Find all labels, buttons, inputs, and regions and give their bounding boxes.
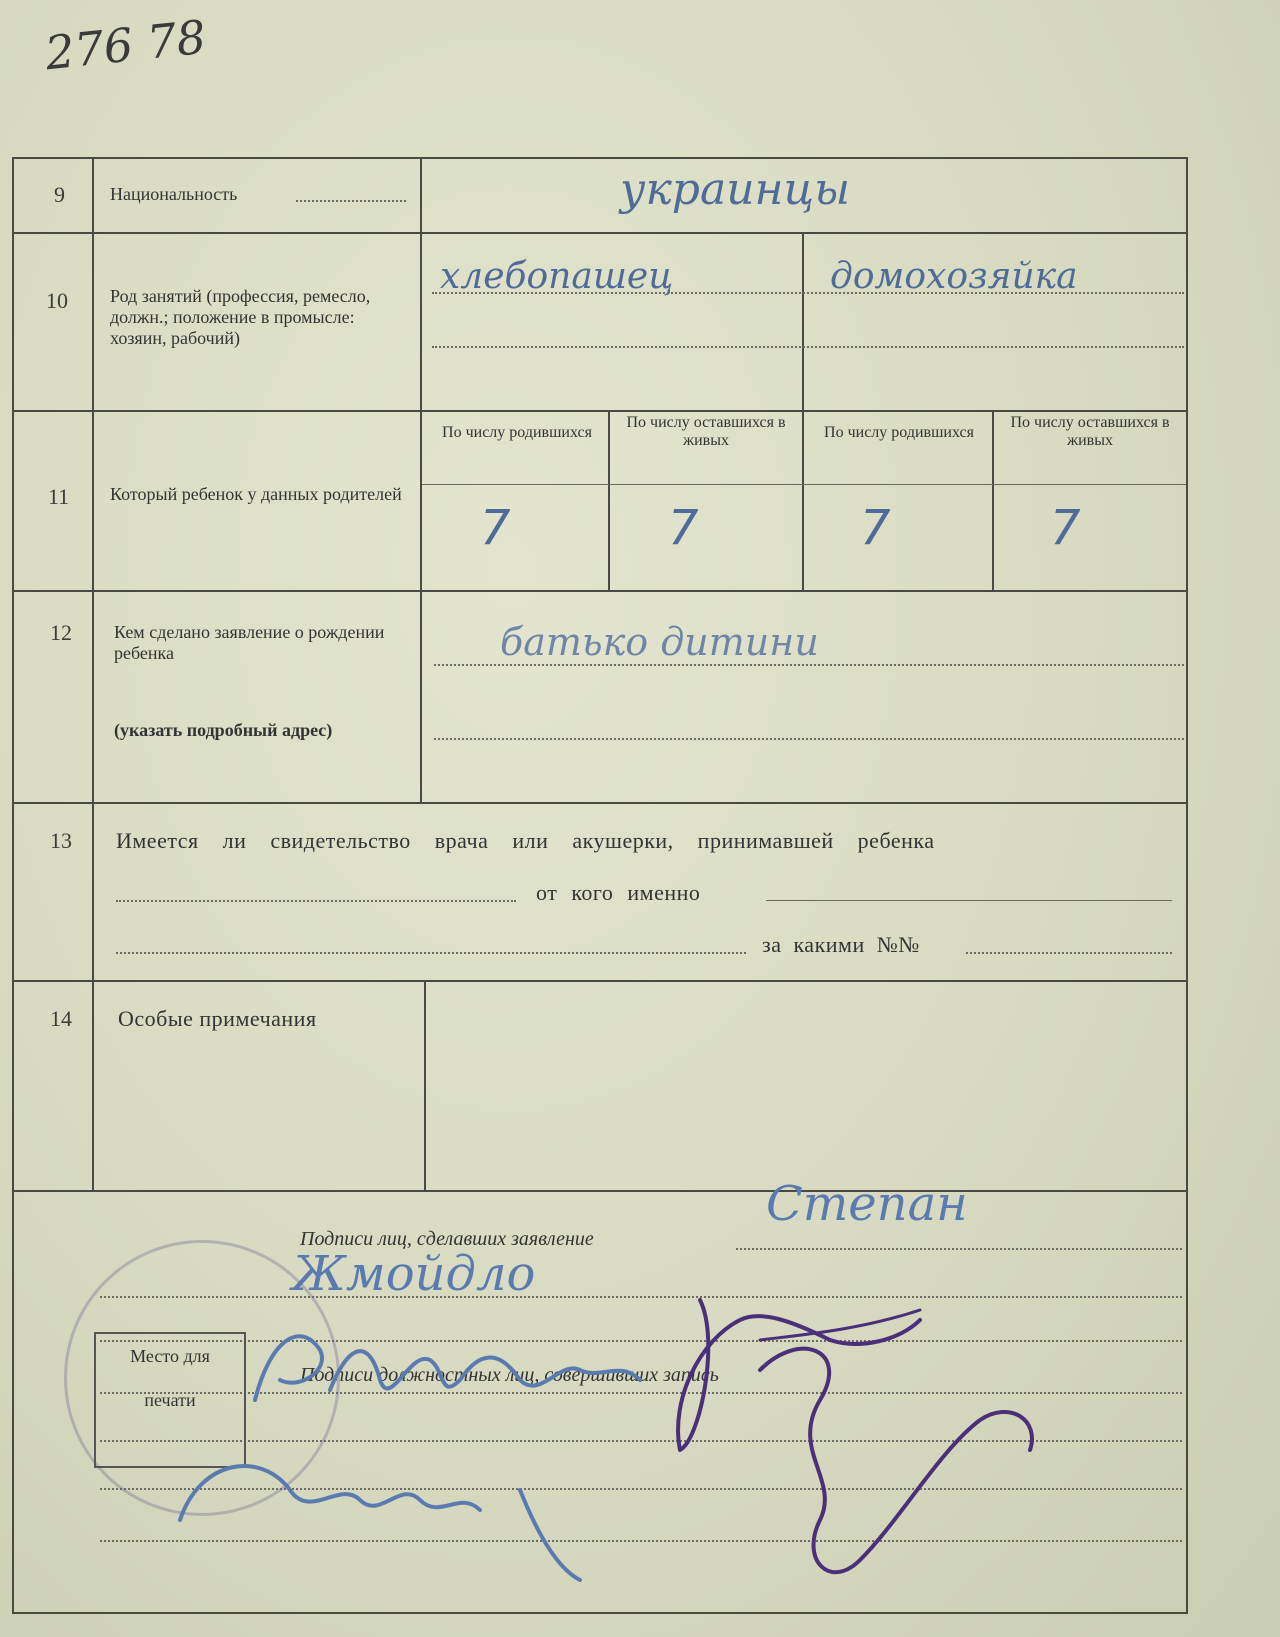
applicant-signature-line1: Степан: [766, 1176, 968, 1232]
row-number: 9: [54, 182, 65, 207]
col-born-father: По числу родившихся: [442, 424, 592, 441]
value-born-father: 7: [480, 500, 511, 556]
nationality-label: Национальность: [110, 184, 238, 204]
applicant-signature-line2: Жмойдло: [292, 1246, 536, 1302]
row-number: 14: [50, 1006, 72, 1031]
col-alive-mother: По числу оставшихся в живых: [1010, 414, 1170, 449]
nationality-value: украинцы: [620, 164, 851, 215]
occupation-label: Род занятий (профессия, ремесло, должн.; положение в промысле: хозяин, рабочий): [110, 286, 371, 348]
value-born-mother: 7: [860, 500, 891, 556]
col-born-mother: По числу родившихся: [824, 424, 974, 441]
numbers-label: за какими №№: [762, 932, 920, 957]
value-alive-mother: 7: [1050, 500, 1081, 556]
archive-number: 276 78: [42, 9, 209, 81]
declarant-value: батько дитини: [500, 620, 819, 664]
stamp-place-line1: Место для: [130, 1346, 210, 1366]
row-number: 10: [46, 288, 68, 313]
certificate-question: Имеется ли свидетельство врача или акушерки, принимавшей ребенка: [116, 828, 935, 853]
row-number: 11: [48, 484, 70, 509]
officials-signature-label: Подписи должностных лиц, совершивших запись: [300, 1364, 719, 1386]
child-order-label: Который ребенок у данных родителей: [110, 484, 402, 504]
remarks-label: Особые примечания: [118, 1006, 317, 1031]
applicants-signature-label: Подписи лиц, сделавших заявление: [300, 1228, 594, 1250]
declarant-label: Кем сделано заявление о рождении ребенка: [114, 622, 385, 663]
stamp-place-line2: печати: [144, 1390, 196, 1410]
col-alive-father: По числу оставшихся в живых: [626, 414, 786, 449]
value-alive-father: 7: [668, 500, 699, 556]
row-number: 13: [50, 828, 72, 853]
occupation-father: хлебопашец: [440, 256, 674, 297]
row-number: 12: [50, 620, 72, 645]
from-whom-label: от кого именно: [536, 880, 701, 905]
occupation-mother: домохозяйка: [830, 256, 1078, 297]
declarant-address-label: (указать подробный адрес): [114, 720, 333, 740]
official-signatures: [0, 1280, 1280, 1620]
